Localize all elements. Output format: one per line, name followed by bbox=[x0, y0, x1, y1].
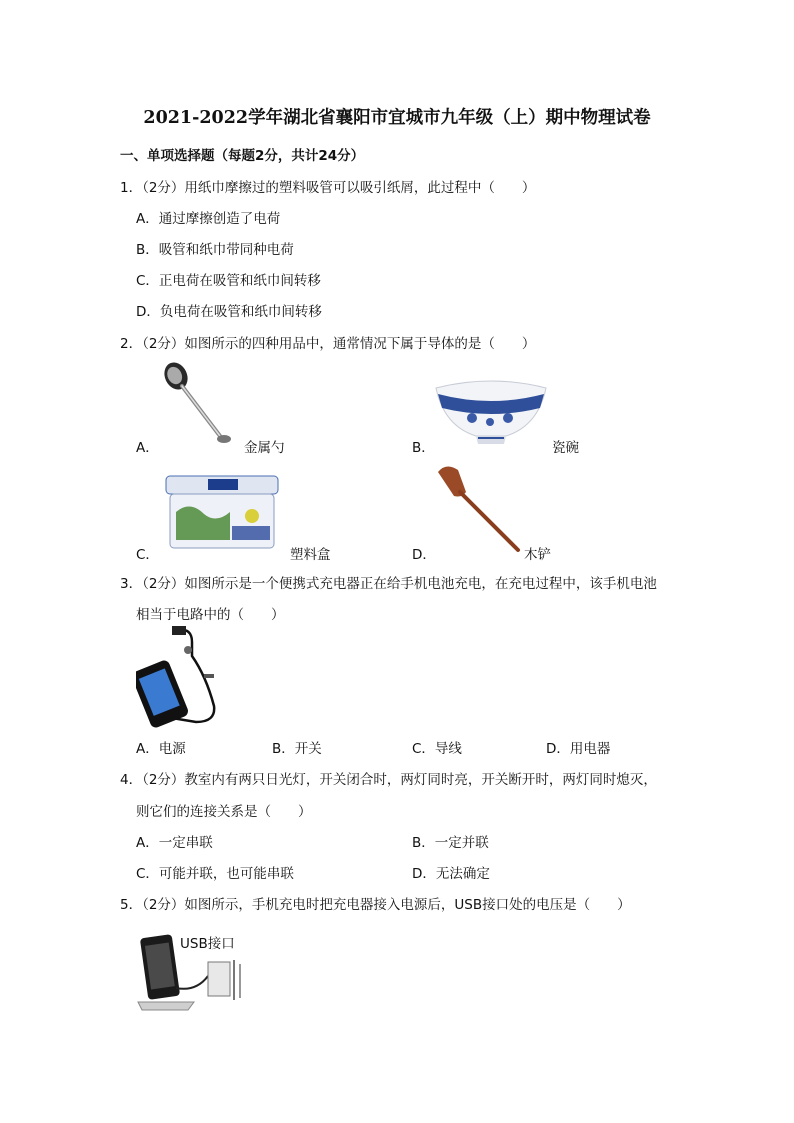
plastic-box-image bbox=[160, 472, 284, 552]
q4-stem-line2: 则它们的连接关系是（ ） bbox=[136, 804, 312, 820]
q3-option-d: D．用电器 bbox=[546, 741, 611, 757]
q2-stem: 2．（2分）如图所示的四种用品中，通常情况下属于导体的是（ ） bbox=[120, 336, 536, 352]
q2-option-b-label: 瓷碗 bbox=[552, 440, 579, 456]
q3-option-a: A．电源 bbox=[136, 741, 186, 757]
spoon-image bbox=[160, 360, 240, 445]
q2-option-a-letter: A． bbox=[136, 440, 159, 456]
q4-option-c: C．可能并联，也可能串联 bbox=[136, 866, 294, 882]
q2-option-d-letter: D． bbox=[412, 547, 436, 563]
q1-option-b: B．吸管和纸巾带同种电荷 bbox=[136, 242, 294, 258]
q5-stem: 5．（2分）如图所示，手机充电时把充电器接入电源后，USB接口处的电压是（ ） bbox=[120, 897, 631, 913]
q1-option-a: A．通过摩擦创造了电荷 bbox=[136, 211, 281, 227]
q3-option-c: C．导线 bbox=[412, 741, 462, 757]
q4-option-d: D．无法确定 bbox=[412, 866, 490, 882]
q4-stem-line1: 4．（2分）教室内有两只日光灯，开关闭合时，两灯同时亮，开关断开时，两灯同时熄灭， bbox=[120, 772, 657, 788]
q2-option-d-label: 木铲 bbox=[524, 547, 551, 563]
q4-option-a: A．一定串联 bbox=[136, 835, 213, 851]
phone-charger-image bbox=[136, 626, 224, 730]
q1-option-d: D．负电荷在吸管和纸巾间转移 bbox=[136, 304, 322, 320]
page-title: 2021-2022学年湖北省襄阳市宜城市九年级（上）期中物理试卷 bbox=[143, 108, 651, 128]
q4-option-b: B．一定并联 bbox=[412, 835, 489, 851]
q2-option-c-label: 塑料盒 bbox=[290, 547, 331, 563]
usb-port-label: USB接口 bbox=[180, 936, 235, 952]
q1-stem: 1．（2分）用纸巾摩擦过的塑料吸管可以吸引纸屑，此过程中（ ） bbox=[120, 180, 536, 196]
bowl-image bbox=[432, 374, 550, 446]
q3-stem-line1: 3．（2分）如图所示是一个便携式充电器正在给手机电池充电，在充电过程中，该手机电池 bbox=[120, 576, 657, 592]
q2-option-c-letter: C． bbox=[136, 547, 159, 563]
section-heading: 一、单项选择题（每题2分，共计24分） bbox=[120, 148, 365, 164]
q3-stem-line2: 相当于电路中的（ ） bbox=[136, 607, 285, 623]
q3-option-b: B．开关 bbox=[272, 741, 322, 757]
q2-option-b-letter: B． bbox=[412, 440, 435, 456]
q1-option-c: C．正电荷在吸管和纸巾间转移 bbox=[136, 273, 321, 289]
wooden-spatula-image bbox=[434, 462, 524, 554]
q2-option-a-label: 金属勺 bbox=[244, 440, 285, 456]
